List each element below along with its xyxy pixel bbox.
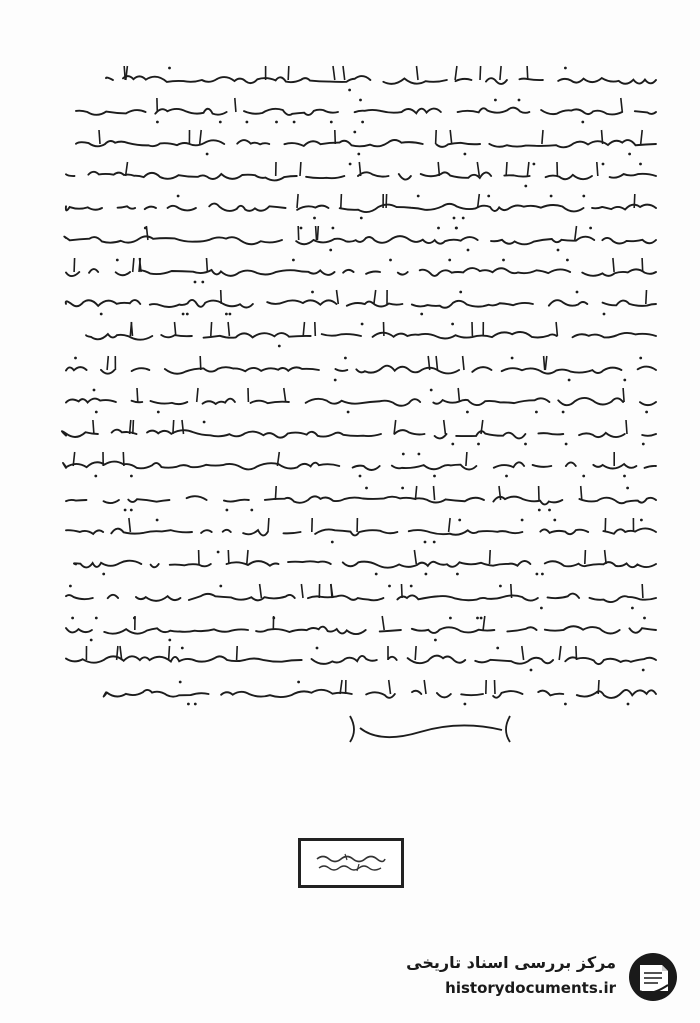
- handwritten-line: [60, 446, 660, 482]
- handwritten-line: [60, 512, 660, 548]
- handwritten-letter-body: [40, 60, 660, 820]
- handwritten-line: [100, 674, 660, 710]
- watermark-title: مرکز بررسی اسناد تاریخی: [406, 953, 616, 972]
- stamp-scribble: [315, 851, 387, 875]
- handwritten-line: [70, 124, 660, 160]
- handwritten-line: [100, 60, 660, 96]
- handwritten-line: [60, 578, 660, 614]
- handwritten-line: [80, 316, 660, 352]
- handwritten-line: [70, 92, 660, 128]
- handwritten-line: [60, 350, 660, 386]
- continuation-note: [180, 710, 660, 746]
- handwritten-line: [60, 252, 660, 288]
- handwritten-line: [60, 382, 660, 418]
- archive-stamp: [298, 838, 404, 888]
- handwritten-line: [60, 480, 660, 516]
- document-curl-logo-icon: [626, 951, 680, 1003]
- handwritten-line: [60, 284, 660, 320]
- handwritten-line: [70, 544, 660, 580]
- handwritten-line: [60, 156, 660, 192]
- watermark-url: historydocuments.ir: [445, 979, 616, 997]
- watermark: [390, 947, 680, 1007]
- handwritten-line: [60, 414, 660, 450]
- handwritten-line: [60, 640, 660, 676]
- handwritten-line: [60, 220, 660, 256]
- handwritten-line: [60, 188, 660, 224]
